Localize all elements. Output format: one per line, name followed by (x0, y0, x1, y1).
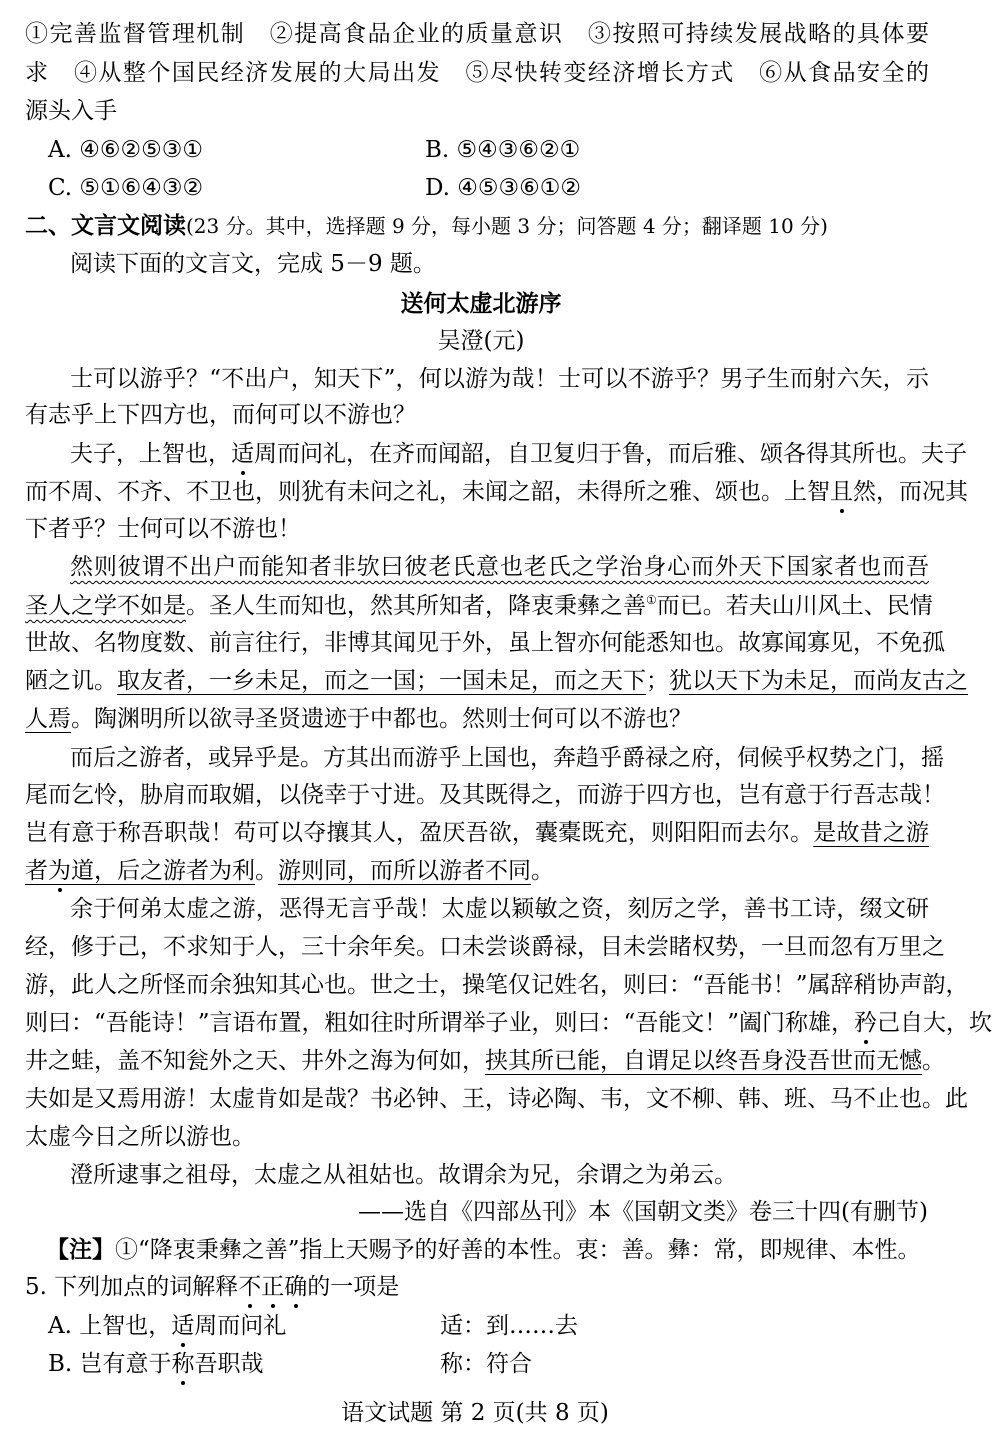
underline-translation-4: 游则同，而所以游者不同 (278, 858, 531, 884)
emphasis-dot-opt-a: 适 (171, 1313, 195, 1339)
passage-author: 吴澄(元) (437, 328, 525, 354)
p2-line-2: 而不周、不齐、不卫也，则犹有未问之礼，未闻之韶，未得所之雅、颂也。上智且然，而况其 (25, 479, 968, 505)
underline-translation-1: 取友者，一乡未足，而之一国；一国未足，而之天下 (117, 668, 646, 694)
page-footer: 语文试题 第 2 页(共 8 页) (341, 1400, 609, 1426)
p5-line-5: 井之蛙，盖不知瓮外之天、井外之海为何如，挟其所已能，自谓足以终吾身没吾世而无憾。 (25, 1048, 945, 1074)
section-score-note: (23 分。其中，选择题 9 分，每小题 3 分；问答题 4 分；翻译题 10 分) (186, 214, 828, 238)
emphasis-dot-shi: 适 (231, 441, 254, 467)
p6-line-1: 澄所逮事之祖母，太虚之从祖姑也。故谓余为兄，余谓之为弟云。 (70, 1162, 737, 1188)
emphasis-dot-jin: 矜 (854, 1010, 878, 1036)
q5-option-a: A. 上智也，适周而问礼 (48, 1313, 287, 1339)
q4-line-1: ①完善监督管理机制 ②提高食品企业的质量意识 ③按照可持续发展战略的具体要 (25, 21, 929, 47)
emphasis-dot-bu: 不 (238, 1274, 262, 1300)
p3-line-2: 圣人之学不如是。圣人生而知也，然其所知者，降衷秉彝之善①而已。若夫山川风土、民情 (25, 593, 933, 619)
p1-line-2: 有志乎上下四方也，而何可以不游也？ (25, 402, 416, 428)
footnote-marker: ① (646, 593, 657, 607)
p4-line-4: 者为道，后之游者为利。游则同，而所以游者不同。 (25, 858, 554, 884)
footnote-text: ①“降衷秉彝之善”指上天赐予的好善的本性。衷：善。彝：常，即规律、本性。 (115, 1237, 921, 1263)
emphasis-dot-wei: 为 (48, 858, 71, 884)
p2-line-1: 夫子，上智也，适周而问礼，在齐而闻韶，自卫复归于鲁，而后雅、颂各得其所也。夫子 (70, 441, 967, 467)
footnote (46, 1239, 921, 1262)
underline-translation-3: 是故昔之游 (813, 820, 930, 846)
p4-line-3: 岂有意于称吾职哉！苟可以夺攘其人，盈厌吾欲，囊橐既充，则阳阳而去尔。是故昔之游 (25, 820, 930, 846)
q5-option-a-gloss: 适：到……去 (440, 1313, 578, 1339)
footnote-label: 【注】 (46, 1237, 115, 1263)
q4-option-a: A. ④⑥②⑤③① (48, 137, 203, 163)
emphasis-dot-que: 确 (284, 1274, 308, 1300)
emphasis-dot-zheng: 正 (261, 1274, 285, 1300)
section-title: 二、文言文阅读 (25, 213, 186, 239)
wavy-underline-sentence-end: 圣人之学不如是 (25, 593, 186, 619)
section-instruction: 阅读下面的文言文，完成 5－9 题。 (70, 251, 436, 277)
p5-line-7: 太虚今日之所以游也。 (25, 1124, 255, 1150)
emphasis-dot-opt-b: 称 (171, 1351, 195, 1377)
p3-line-1 (70, 556, 929, 579)
p5-line-2: 经，修于己，不求知于人，三十余年矣。口未尝谈爵禄，目未尝睹权势，一旦而忽有万里之 (25, 934, 945, 960)
p5-line-1: 余于何弟太虚之游，恶得无言乎哉！太虚以颖敏之资，刻厉之学，善书工诗，缀文研 (70, 896, 929, 922)
q4-option-d: D. ④⑤③⑥①② (425, 175, 581, 201)
wavy-underline-sentence: 然则彼谓不出户而能知者非欤曰彼老氏意也老氏之学治身心而外天下国家者也而吾 (70, 554, 929, 580)
emphasis-dot-qie: 且 (830, 479, 853, 505)
section-heading (25, 215, 828, 238)
q4-option-c: C. ⑤①⑥④③② (48, 175, 204, 201)
p5-line-4: 则曰：“吾能诗！”言语布置，粗如往时所谓举子业，则曰：“吾能文！”阖门称雄，矜己自大，坎 (25, 1010, 992, 1036)
p5-line-6: 夫如是又焉用游！太虚肯如是哉？书必钟、王，诗必陶、韦，文不柳、韩、班、马不止也。此 (25, 1086, 968, 1112)
p4-line-1: 而后之游者，或异乎是。方其出而游乎上国也，奔趋乎爵禄之府，伺候乎权势之门，摇 (70, 745, 944, 771)
underline-translation-2-end: 人焉 (25, 706, 71, 732)
q4-line-3: 源头入手 (25, 98, 117, 124)
q4-line-2: 求 ④从整个国民经济发展的大局出发 ⑤尽快转变经济增长方式 ⑥从食品安全的 (25, 60, 929, 86)
passage-source: ——选自《四部丛刊》本《国朝文类》卷三十四(有删节) (358, 1199, 928, 1225)
q4-option-b: B. ⑤④③⑥②① (425, 137, 581, 163)
p4-line-2: 尾而乞怜，胁肩而取媚，以侥幸于寸进。及其既得之，而游于四方也，岂有意于行吾志哉！ (25, 782, 945, 808)
q5-option-b-gloss: 称：符合 (440, 1351, 532, 1377)
p1-line-1: 士可以游乎？“不出户，知天下”，何以游为哉！士可以不游乎？男子生而射六矢，示 (70, 366, 929, 392)
p2-line-3: 下者乎？士何可以不游也！ (25, 516, 301, 542)
underline-translation-2: 犹以天下为未足，而尚友古之 (669, 668, 968, 694)
p3-line-5: 人焉。陶渊明所以欲寻圣贤遗迹于中都也。然则士何可以不游也？ (25, 706, 692, 732)
p3-line-3: 世故、名物度数、前言往行，非博其闻见于外，虽上智亦何能悉知也。故寡闻寡见，不免孤 (25, 630, 945, 656)
passage-title: 送何太虚北游序 (400, 291, 562, 317)
q5-option-b: B. 岂有意于称吾职哉 (48, 1351, 264, 1377)
p5-line-3: 游，此人之所怪而余独知其心也。世之士，操笔仅记姓名，则曰：“吾能书！”属辞稍协声韵， (25, 972, 969, 998)
q5-stem: 5. 下列加点的词解释不正确的一项是 (25, 1274, 400, 1300)
p3-line-4: 陋之讥。取友者，一乡未足，而之一国；一国未足，而之天下；犹以天下为未足，而尚友古之 (25, 668, 968, 694)
underline-translation-5: 挟其所已能，自谓足以终吾身没吾世而无憾 (485, 1048, 922, 1074)
